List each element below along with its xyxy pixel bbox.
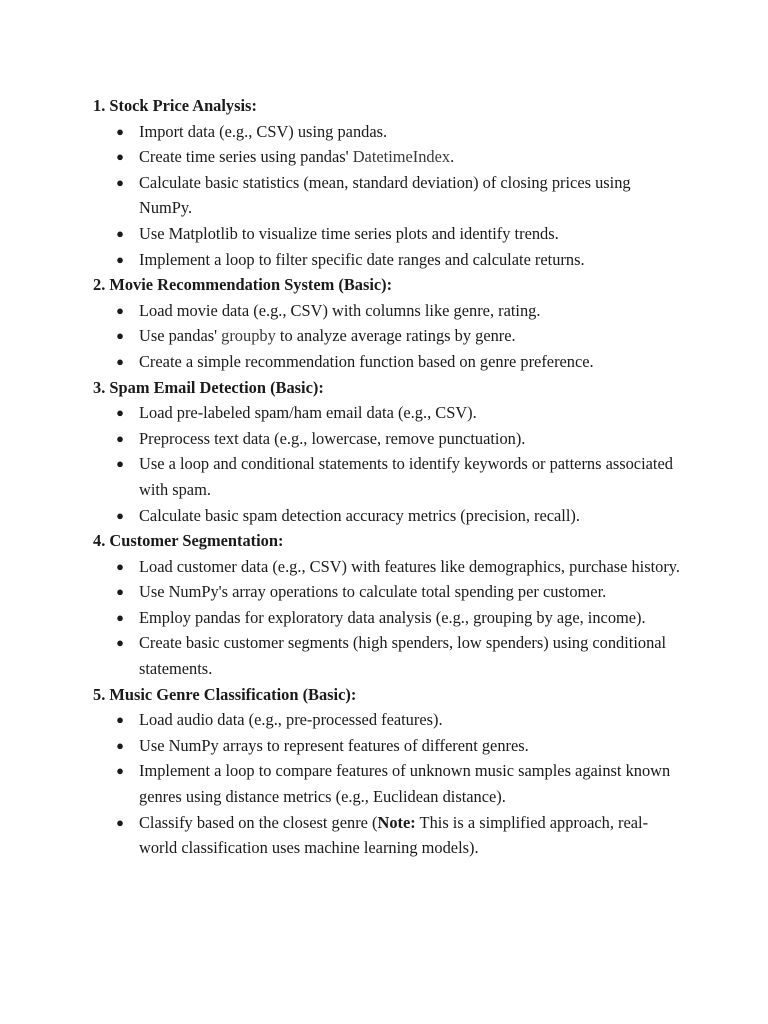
list-item-text: Calculate basic statistics (mean, standard deviation) of closing prices using NumPy.	[139, 172, 631, 218]
list-item-text: Load customer data (e.g., CSV) with features like demographics, purchase history.	[139, 556, 681, 576]
bullet-icon: ●	[116, 405, 124, 421]
list-item-text: Use pandas'	[139, 326, 222, 346]
list-item	[116, 451, 684, 502]
list-item	[116, 426, 684, 452]
list-item	[116, 323, 684, 349]
bullet-icon: ●	[116, 174, 124, 190]
list-item	[116, 298, 684, 324]
bullet-icon: ●	[116, 353, 124, 369]
bullet-icon: ●	[116, 584, 124, 600]
list-item	[116, 170, 684, 221]
list-item-text: Implement a loop to compare features of unknown music samples against known genres using distance metrics (e.g., Euclidean distance).	[139, 761, 671, 807]
list-item-text: Use Matplotlib to visualize time series plots and identify trends.	[139, 223, 559, 243]
bullet-icon: ●	[116, 225, 124, 241]
bullet-icon: ●	[116, 430, 124, 446]
bullet-list	[0, 400, 768, 528]
list-item-text: Classify based on the closest genre (	[139, 812, 378, 832]
section-heading: 5. Music Genre Classification (Basic):	[93, 684, 357, 704]
list-item	[116, 758, 684, 809]
list-item	[116, 707, 684, 733]
list-item	[116, 247, 684, 273]
list-item	[116, 630, 684, 681]
section-spam-email-detection	[0, 375, 768, 529]
list-item	[116, 810, 684, 861]
list-item-text: Use NumPy arrays to represent features of different genres.	[139, 735, 529, 755]
list-item-text: This is a simplified approach, real-world classification uses machine learning models).	[139, 812, 649, 858]
list-item-text: Import data (e.g., CSV) using pandas.	[139, 121, 388, 141]
code-term: groupby	[221, 326, 276, 346]
bullet-icon: ●	[116, 507, 124, 523]
list-item-text: .	[450, 147, 455, 167]
bullet-icon: ●	[116, 635, 124, 651]
bullet-icon: ●	[116, 814, 124, 830]
section-stock-price-analysis	[0, 93, 768, 272]
list-item	[116, 503, 684, 529]
note-label: Note:	[377, 812, 416, 832]
bullet-icon: ●	[116, 737, 124, 753]
list-item-text: Load pre-labeled spam/ham email data (e.g., CSV).	[139, 403, 477, 423]
section-music-genre-classification	[0, 682, 768, 861]
bullet-icon: ●	[116, 149, 124, 165]
bullet-icon: ●	[116, 609, 124, 625]
list-item-text: Create basic customer segments (high spenders, low spenders) using conditional statements.	[139, 633, 667, 679]
list-item-text: Create a simple recommendation function based on genre preference.	[139, 351, 594, 371]
list-item	[116, 221, 684, 247]
list-item-text: Load audio data (e.g., pre-processed features).	[139, 710, 443, 730]
bullet-list	[0, 707, 768, 861]
bullet-icon: ●	[116, 558, 124, 574]
bullet-icon: ●	[116, 456, 124, 472]
bullet-icon: ●	[116, 302, 124, 318]
section-movie-recommendation	[0, 272, 768, 374]
list-item-text: Use a loop and conditional statements to identify keywords or patterns associated with spam.	[139, 454, 673, 499]
list-item-text: Employ pandas for exploratory data analysis (e.g., grouping by age, income).	[139, 607, 646, 627]
list-item	[116, 119, 684, 145]
list-item-text: Use NumPy's array operations to calculate total spending per customer.	[139, 582, 607, 602]
section-heading: 3. Spam Email Detection (Basic):	[93, 377, 324, 397]
bullet-icon: ●	[116, 251, 124, 267]
bullet-icon: ●	[116, 328, 124, 344]
list-item	[116, 605, 684, 631]
section-heading: 4. Customer Segmentation:	[93, 531, 284, 551]
section-customer-segmentation	[0, 528, 768, 682]
list-item	[116, 579, 684, 605]
list-item	[116, 349, 684, 375]
list-item-text: Load movie data (e.g., CSV) with columns like genre, rating.	[139, 300, 541, 320]
bullet-list	[0, 554, 768, 682]
list-item-text: Implement a loop to filter specific date ranges and calculate returns.	[139, 249, 585, 269]
bullet-icon: ●	[116, 763, 124, 779]
section-heading: 2. Movie Recommendation System (Basic):	[93, 275, 393, 295]
bullet-list	[0, 119, 768, 273]
bullet-icon: ●	[116, 123, 124, 139]
list-item	[116, 733, 684, 759]
list-item-text: Calculate basic spam detection accuracy metrics (precision, recall).	[139, 505, 580, 525]
bullet-icon: ●	[116, 712, 124, 728]
list-item	[116, 554, 684, 580]
code-term: DatetimeIndex	[352, 147, 451, 167]
bullet-list	[0, 298, 768, 375]
list-item-text: Create time series using pandas'	[139, 147, 353, 167]
list-item	[116, 400, 684, 426]
list-item-text: to analyze average ratings by genre.	[275, 326, 516, 346]
list-item-text: Preprocess text data (e.g., lowercase, remove punctuation).	[139, 428, 526, 448]
list-item	[116, 144, 684, 170]
section-heading: 1. Stock Price Analysis:	[93, 96, 257, 115]
